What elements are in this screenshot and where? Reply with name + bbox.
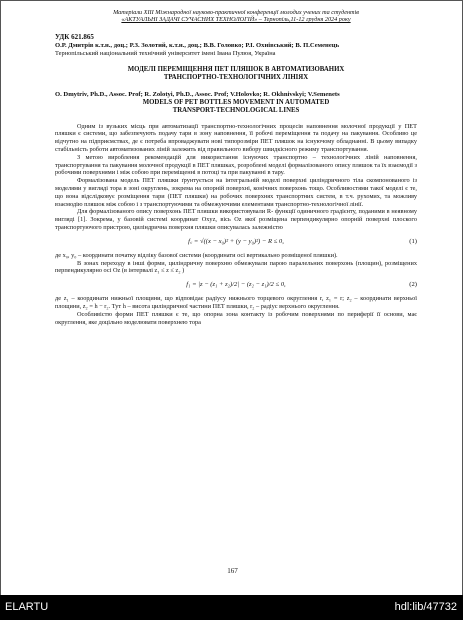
paragraph-5: В зонах переходу в інші форми, циліндричну поверхню обмежували парою паралельних поверхонь (площин), розміщених перпендикулярно осі Oz (в інтервалі z₁ ≤ z ≤ z₂ ) bbox=[55, 259, 417, 275]
title-en-line-1: MODELS OF PET BOTTLES MOVEMENT IN AUTOMATED bbox=[142, 98, 330, 106]
paragraph-3: Формалізована модель ПЕТ пляшки ґрунтується на інтегральній моделі поверхні циліндричного тіла скомпонованого із моделями у вигляді тора в зоні округлень, зокрема на опорній поверхні, конічних поверхонь тощо. Особливостями такої моделі є те, що вона відслідковує розміщення тари (ПЕТ пляшки) на робочих поверхнях транспортних систем, в т.ч. рухомих, та можливу взаємодію пляшок між собою і з транспортуючими та обмежуючими елементами транспортно-технологічної лінії. bbox=[55, 177, 417, 208]
repository-name: ELARTU bbox=[5, 601, 49, 613]
paragraph-1: Одним із вузьких місць при автоматизації транспортно-технологічних процесів наповнення молочної продукції у ПЕТ пляшки є системи, що забезпечують подачу тари в зону наповнення, її робочі переміщення та подачу на пакування. Особливо це відчутно на підприємствах, де є потреба впроваджувати нові типорозміри ПЕТ пляшок на існуючому обладнанні. В цьому випадку стабільність роботи автоматизованих ліній залежить від правильного вибору швидкісного режиму транспортування. bbox=[55, 122, 417, 153]
udc-code: УДК 621.865 bbox=[55, 32, 94, 41]
title-en-line-2: TRANSPORT-TECHNOLOGICAL LINES bbox=[172, 106, 300, 114]
title-ua-line-1: МОДЕЛІ ПЕРЕМІЩЕННЯ ПЕТ ПЛЯШОК В АВТОМАТИЗОВАНИХ bbox=[127, 65, 345, 73]
repository-footer-bar bbox=[0, 595, 463, 620]
handle-identifier: hdl:lib/47732 bbox=[394, 601, 457, 613]
authors-en: O. Dmytriv, Ph.D., Assoc. Prof; R. Zolotyi, Ph.D., Assoc. Prof; V.Holovko; R. Okhnivskyi; V.Semenets bbox=[55, 90, 340, 98]
page-number: 167 bbox=[227, 567, 238, 575]
paragraph-2: З метою вироблення рекомендацій для використання існуючих транспортно – технологічних ліній наповнення, транспортування та пакування молочної продукції в ПЕТ пляшках, розроблені моделі формалізованого опису пляшок та їх взаємодії з робочими поверхнями і між собою при переміщенні в потоці та при пакуванні в тару. bbox=[55, 153, 417, 177]
header-line-1: Матеріали XIII Міжнародної науково-практичної конференції молодих учених та студентів bbox=[113, 9, 359, 16]
affiliation: Тернопільський національний технічний університет імені Івана Пулюя, Україна bbox=[55, 49, 276, 57]
header-line-2: «АКТУАЛЬНІ ЗАДАЧІ СУЧАСНИХ ТЕХНОЛОГІЙ» – Тернопіль,11-12 грудня 2024 року bbox=[121, 16, 351, 24]
title-ua bbox=[55, 66, 417, 82]
authors-ua: О.Р. Дмитрів к.т.н., доц.; Р.З. Золотий, к.т.н., доц.; В.В. Головко; Р.І. Охнівський; В. П.Семенець bbox=[55, 41, 340, 49]
formula-1-number: (1) bbox=[409, 237, 417, 245]
formula-2 bbox=[55, 279, 417, 291]
conference-header bbox=[55, 9, 417, 24]
formula-1-expression: f꜀ = √((x − x₀)² + (y − y₀)²) − R ≤ 0, bbox=[188, 237, 284, 245]
formula-1-explanation: де x₀, y₀ – координати початку відліку базової системи (координати осі вертикально розміщеної пляшки). bbox=[55, 251, 338, 259]
paragraph-4: Для формалізованого опису поверхонь ПЕТ пляшки використовували R- функції одиничного градієнту, поданими в неявному вигляді [1]. Зокрема, у базовій системі координат Oxyz, вісь Oz якої розміщена перпендикулярно опорній поверхні плоского транспортуючого пристрою, циліндрична поверхня пляшки описувалась залежністю bbox=[55, 208, 417, 231]
formula-2-expression: f₁ = |z − (z₁ + z₂)/2| − (z₂ − z₁)/2 ≤ 0, bbox=[186, 281, 286, 289]
formula-2-explanation: де z₁ – координати нижньої площини, що відповідає радіусу нижнього торцевого округлення r, z₁ = r; z₂ – координати верхньої площини, z₂ = h − r₂. Тут h – висота циліндричної частини ПЕТ пляшки, r₂ – радіус верхнього округлення. bbox=[55, 295, 417, 310]
title-en bbox=[55, 99, 417, 115]
paragraph-6: Особливістю форми ПЕТ пляшки є те, що опорна зона контакту із робочим поверхнями по периферії її основи, має округлення, яке доцільно моделювати поверхнею тора bbox=[55, 310, 417, 326]
page-content bbox=[55, 9, 417, 326]
formula-1 bbox=[55, 236, 417, 248]
formula-2-number: (2) bbox=[409, 281, 417, 289]
title-ua-line-2: ТРАНСПОРТНО-ТЕХНОЛОГІЧНИХ ЛІНІЯХ bbox=[163, 73, 309, 81]
article-body bbox=[55, 123, 417, 327]
